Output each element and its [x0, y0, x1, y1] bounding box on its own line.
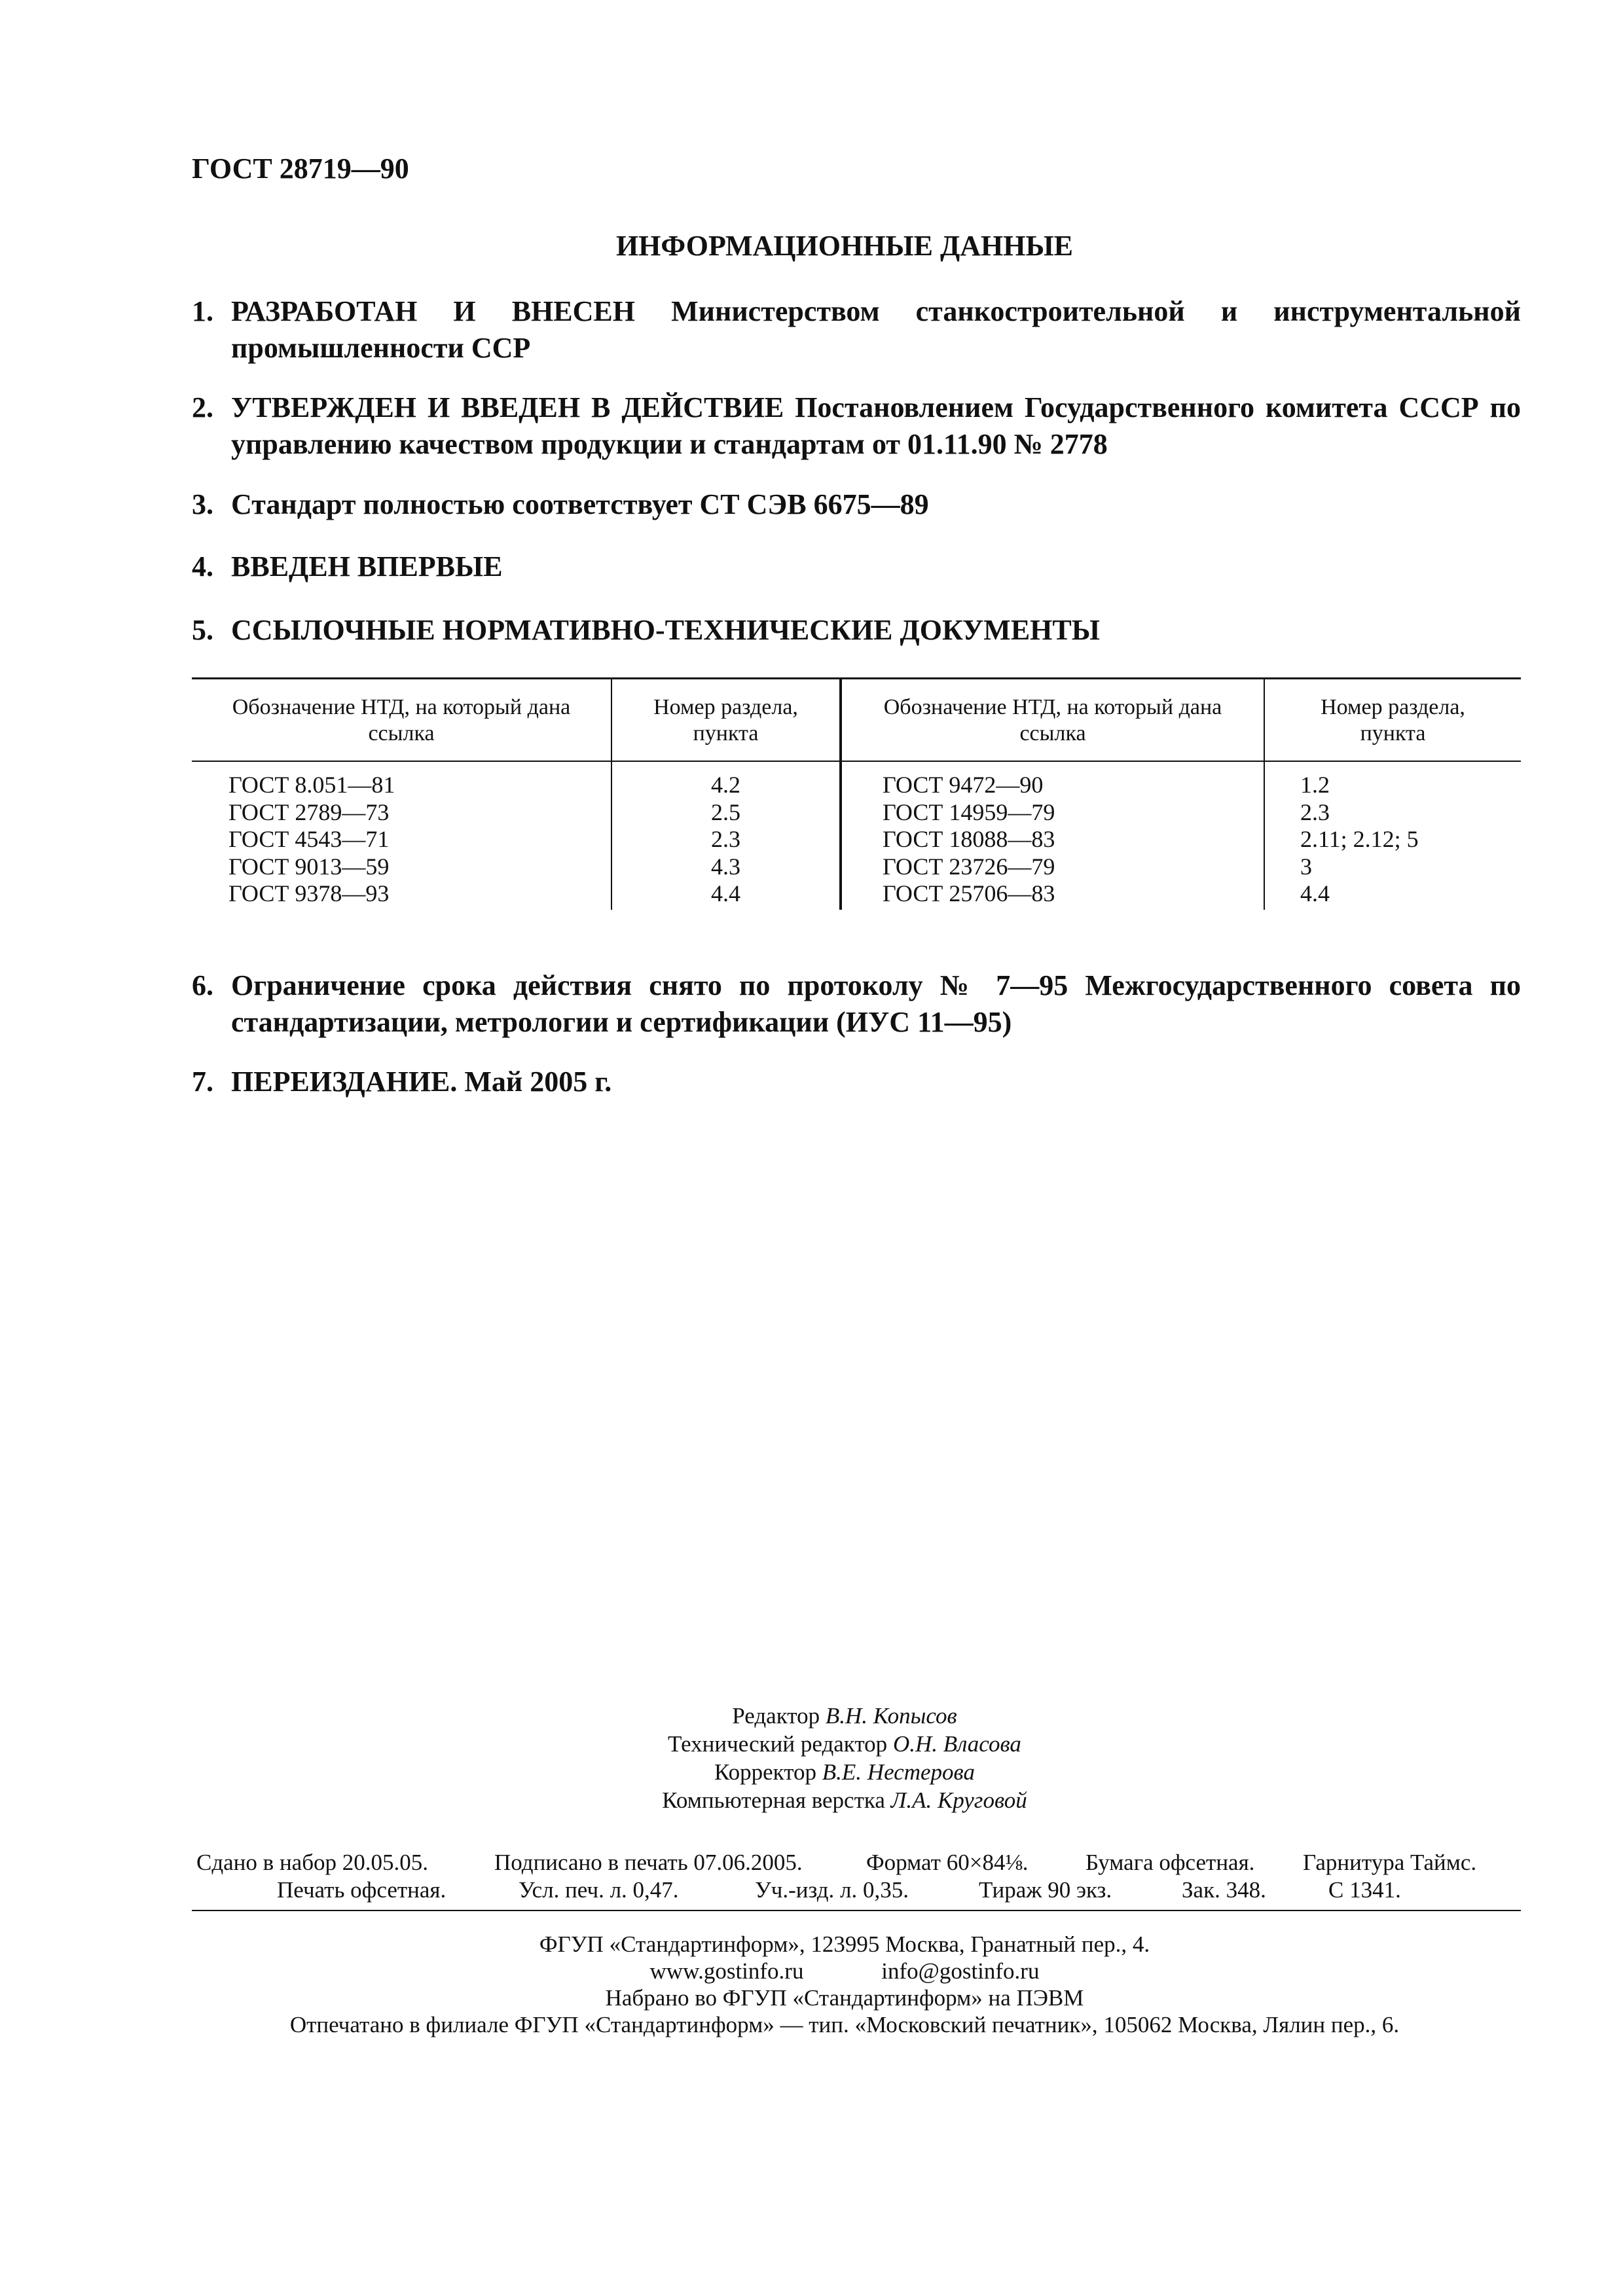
pub-print-sheets: Усл. печ. л. 0,47.: [519, 1877, 679, 1903]
typeset-note: Набрано во ФГУП «Стандартинформ» на ПЭВМ: [605, 1985, 1084, 2011]
info-item-2: [192, 389, 1521, 463]
publisher-address: ФГУП «Стандартинформ», 123995 Москва, Гранатный пер., 4.: [539, 1931, 1150, 1957]
credit-editor: Редактор В.Н. Копысов: [732, 1703, 957, 1729]
publisher-email[interactable]: info@gostinfo.ru: [881, 1958, 1040, 1984]
item-number: 7.: [192, 1066, 213, 1098]
column-doc-left: [228, 772, 595, 908]
info-item-3: [192, 486, 1521, 523]
item-text: ВВЕДЕН ВПЕРВЫЕ: [231, 550, 503, 583]
column-section-left: [612, 772, 839, 908]
table-cell: 2.3: [1300, 798, 1330, 825]
pub-copies: Тираж 90 экз.: [979, 1877, 1112, 1903]
item-number: 5.: [192, 614, 213, 646]
table-cell: ГОСТ 9472—90: [883, 772, 1044, 798]
table-cell: ГОСТ 4543—71: [228, 826, 390, 852]
table-cell: ГОСТ 9378—93: [228, 880, 390, 906]
info-item-7: [192, 1064, 1521, 1100]
pub-pub-sheets: Уч.-изд. л. 0,35.: [755, 1877, 909, 1903]
credit-corrector: Корректор В.Е. Нестерова: [714, 1759, 975, 1785]
credit-layout: Компьютерная верстка Л.А. Круговой: [662, 1787, 1027, 1813]
pub-order: Зак. 348.: [1182, 1877, 1266, 1903]
info-item-5: [192, 612, 1521, 649]
header-section-left: Номер раздела, пункта: [653, 695, 798, 745]
credit-tech-editor: Технический редактор О.Н. Власова: [668, 1731, 1021, 1757]
item-text: Ограничение срока действия снято по протоколу № 7—95 Межгосударственного совета по стандартизации, метрологии и сертификации (ИУС 11—95): [231, 969, 1521, 1038]
table-cell: ГОСТ 14959—79: [883, 798, 1055, 825]
item-number: 2.: [192, 391, 213, 423]
table-header-rule: [192, 761, 1521, 762]
item-number: 4.: [192, 550, 213, 583]
item-number: 3.: [192, 488, 213, 520]
pub-signed: Подписано в печать 07.06.2005.: [494, 1850, 803, 1875]
column-doc-right: [883, 772, 1249, 908]
table-cell: ГОСТ 9013—59: [228, 853, 390, 880]
pub-font: Гарнитура Таймс.: [1303, 1850, 1477, 1875]
table-cell: ГОСТ 18088—83: [883, 826, 1055, 852]
publisher-website[interactable]: www.gostinfo.ru: [649, 1958, 804, 1984]
pub-paper: Бумага офсетная.: [1085, 1850, 1255, 1875]
printed-note: Отпечатано в филиале ФГУП «Стандартинформ» — тип. «Московский печатник», 105062 Москва, Лялин пер., 6.: [289, 2012, 1400, 2037]
publisher-footer: [0, 1931, 1623, 2038]
item-text: УТВЕРЖДЕН И ВВЕДЕН В ДЕЙСТВИЕ Постановлением Государственного комитета СССР по управлению качеством продукции и стандартам от 01.11.90 № 2778: [231, 391, 1521, 460]
item-number: 1.: [192, 295, 213, 327]
item-text: Стандарт полностью соответствует СТ СЭВ 6675—89: [231, 488, 929, 520]
section-heading: ИНФОРМАЦИОННЫЕ ДАННЫЕ: [615, 230, 1074, 262]
pub-format: Формат 60×84⅛.: [866, 1850, 1029, 1875]
header-section-right: Номер раздела, пункта: [1321, 695, 1465, 745]
table-cell: ГОСТ 23726—79: [883, 853, 1055, 880]
imprint-rule: [192, 1910, 1521, 1911]
references-table: [192, 677, 1521, 910]
table-cell: ГОСТ 8.051—81: [228, 772, 395, 798]
table-cell: 4.4: [1300, 880, 1330, 906]
editorial-credits: [0, 1702, 1623, 1814]
item-number: 6.: [192, 969, 213, 1001]
document-code: ГОСТ 28719—90: [192, 152, 409, 185]
table-cell: ГОСТ 2789—73: [228, 798, 390, 825]
table-cell: 2.11; 2.12; 5: [1300, 826, 1419, 852]
table-cell: ГОСТ 25706—83: [883, 880, 1055, 906]
table-top-rule: [192, 677, 1521, 679]
table-cell: 4.4: [711, 880, 740, 906]
header-doc-left: Обозначение НТД, на который дана ссылка: [232, 695, 571, 745]
table-cell: 3: [1300, 853, 1312, 880]
pub-typeset: Сдано в набор 20.05.05.: [196, 1850, 429, 1875]
pub-code: С 1341.: [1328, 1877, 1401, 1903]
table-cell: 2.5: [711, 798, 740, 825]
info-item-1: [192, 293, 1521, 367]
table-cell: 2.3: [711, 826, 740, 852]
info-item-4: [192, 548, 1521, 585]
item-text: ПЕРЕИЗДАНИЕ. Май 2005 г.: [231, 1066, 612, 1098]
item-text: ССЫЛОЧНЫЕ НОРМАТИВНО-ТЕХНИЧЕСКИЕ ДОКУМЕНТЫ: [231, 614, 1100, 646]
table-cell: 4.2: [711, 772, 740, 798]
table-cell: 4.3: [711, 853, 740, 880]
table-cell: 1.2: [1300, 772, 1330, 798]
header-doc-right: Обозначение НТД, на который дана ссылка: [883, 695, 1222, 745]
item-text: РАЗРАБОТАН И ВНЕСЕН Министерством станкостроительной и инструментальной промышленности ССР: [231, 295, 1521, 364]
publisher-contacts: [0, 1958, 1623, 1984]
column-section-right: [1300, 772, 1516, 908]
pub-print: Печать офсетная.: [277, 1877, 447, 1903]
info-item-6: [192, 967, 1521, 1041]
